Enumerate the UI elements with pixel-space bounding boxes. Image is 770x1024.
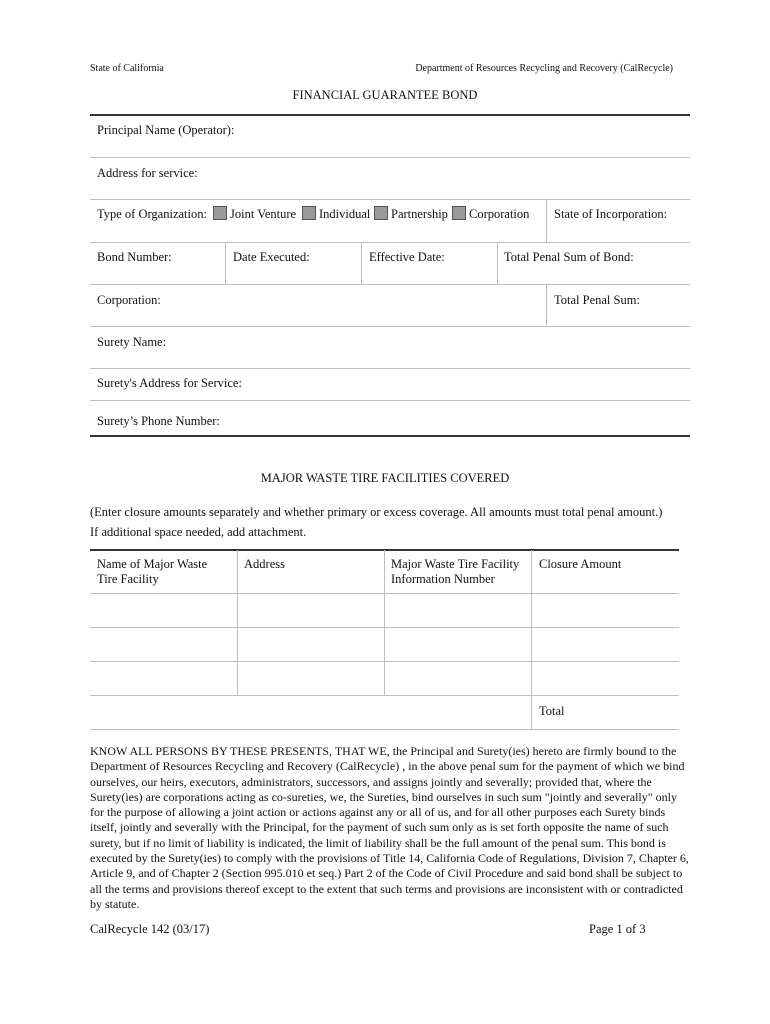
table-bottom-rule — [90, 729, 679, 730]
state-label: State of California — [90, 63, 164, 74]
table-row — [90, 695, 679, 696]
divider — [361, 242, 362, 284]
facilities-instruction: (Enter closure amounts separately and whether primary or excess coverage. All amounts must total penal amount.) — [90, 505, 663, 519]
checkbox-box[interactable] — [374, 206, 388, 220]
surety-phone-label: Surety’s Phone Number: — [97, 414, 220, 428]
checkbox-box[interactable] — [302, 206, 316, 220]
divider — [90, 157, 690, 158]
checkbox-label: Joint Venture — [230, 207, 297, 221]
checkbox-partnership[interactable] — [374, 206, 448, 222]
title-rule — [90, 114, 690, 116]
effective-date-label: Effective Date: — [369, 250, 445, 264]
section-rule — [90, 435, 690, 437]
total-penal-sum-label: Total Penal Sum: — [554, 293, 640, 307]
divider — [497, 242, 498, 284]
divider — [90, 199, 690, 200]
checkbox-label: Corporation — [469, 207, 530, 221]
surety-name-label: Surety Name: — [97, 335, 167, 349]
checkbox-label: Partnership — [391, 207, 448, 221]
facilities-heading: MAJOR WASTE TIRE FACILITIES COVERED — [260, 471, 510, 485]
date-executed-label: Date Executed: — [233, 250, 310, 264]
table-row — [90, 627, 679, 628]
principal-name-label: Principal Name (Operator): — [97, 123, 235, 137]
table-row — [90, 593, 679, 594]
column-divider — [237, 550, 238, 696]
form-id: CalRecycle 142 (03/17) — [90, 922, 210, 936]
divider — [90, 326, 690, 327]
checkbox-corporation[interactable] — [452, 206, 529, 222]
address-service-label: Address for service: — [97, 166, 198, 180]
column-header: Major Waste Tire Facility Information Number — [391, 557, 520, 586]
divider — [90, 400, 690, 401]
checkbox-joint-venture[interactable] — [213, 206, 296, 222]
checkbox-label: Individual — [319, 207, 371, 221]
page-number: Page 1 of 3 — [589, 922, 646, 936]
state-incorporation-label: State of Incorporation: — [554, 207, 668, 221]
department-label: Department of Resources Recycling and Recovery (CalRecycle) — [415, 63, 673, 74]
divider — [546, 284, 547, 326]
divider — [90, 242, 690, 243]
surety-address-label: Surety's Address for Service: — [97, 376, 242, 390]
total-penal-sum-bond-label: Total Penal Sum of Bond: — [504, 250, 634, 264]
page-title: FINANCIAL GUARANTEE BOND — [292, 88, 478, 102]
column-header: Closure Amount — [539, 557, 622, 571]
bond-number-label: Bond Number: — [97, 250, 172, 264]
bond-agreement-text: KNOW ALL PERSONS BY THESE PRESENTS, THAT WE, the Principal and Surety(ies) hereto are firmly bound to the Department of Resources Recycling and Recovery (CalRecycle) , in the above penal sum for the payment of which we bind ourselves, our heirs, executors, administrators, successors, and assigns jointly and severally; provided that, where the Surety(ies) are corporations acting as co-sureties, we, the Sureties, bind ourselves in such sum "jointly and severally" only for the purpose of allowing a joint action or actions against any or all of us, and for all other purposes each Surety binds itself, jointly and severally with the Principal, for the payment of such sum only as is set forth opposite the name of such surety, but if no limit of liability is indicated, the limit of liability shall be the full amount of the penal sum. This bond is executed by the Surety(ies) to comply with the provisions of Title 14, California Code of Regulations, Division 7, Chapter 6, Article 9, and of Chapter 2 (Section 995.010 et seq.) Part 2 of the Code of Civil Procedure and said bond shall be subject to all the terms and provisions thereof except to the extent that such terms and provisions are inconsistent with or contradicted by statute. — [90, 744, 689, 911]
table-row — [90, 661, 679, 662]
type-of-org-label: Type of Organization: — [97, 207, 207, 221]
divider — [90, 284, 690, 285]
corporation-label: Corporation: — [97, 293, 161, 307]
divider — [90, 368, 690, 369]
divider — [225, 242, 226, 284]
column-header: Address — [244, 557, 285, 571]
total-label: Total — [539, 704, 565, 718]
column-divider — [531, 550, 532, 730]
checkbox-individual[interactable] — [302, 206, 370, 222]
checkbox-box[interactable] — [452, 206, 466, 220]
checkbox-box[interactable] — [213, 206, 227, 220]
column-header: Name of Major Waste Tire Facility — [97, 557, 208, 586]
divider — [546, 199, 547, 242]
facilities-instruction: If additional space needed, add attachment. — [90, 525, 307, 539]
column-divider — [384, 550, 385, 696]
